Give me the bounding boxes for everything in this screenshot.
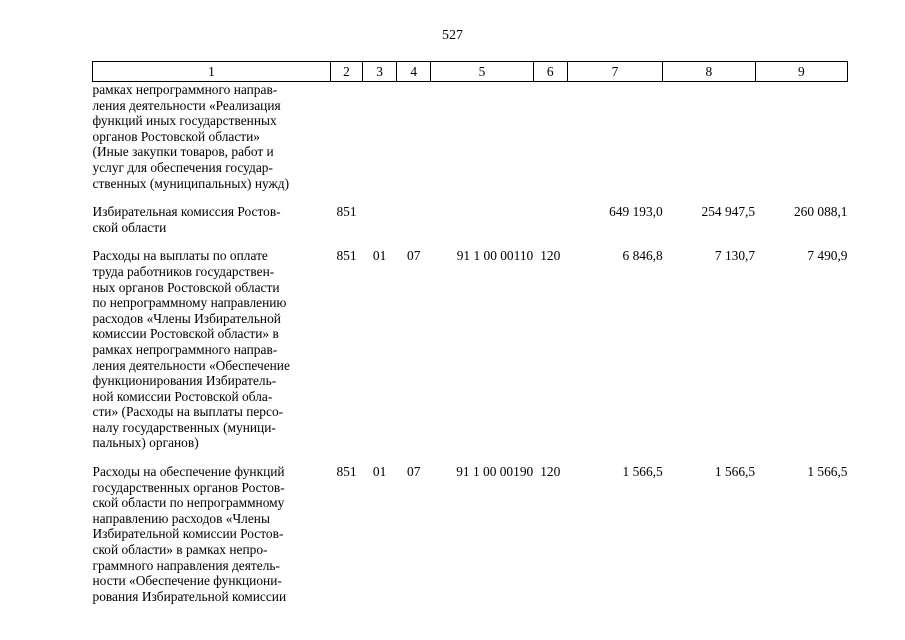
row-name-line: граммного направления деятель- <box>92 557 280 573</box>
row-name-line: комиссии Ростовской области» в <box>92 326 279 342</box>
section-code <box>363 191 397 235</box>
row-name-line: Избирательная комиссия Ростов- <box>92 204 281 220</box>
ministry-code <box>330 82 362 192</box>
row-name-line: рамках непрограммного направ- <box>92 82 278 97</box>
header-col-1: 1 <box>93 62 331 82</box>
amount-year-1: 1 566,5 <box>622 464 663 480</box>
subsection-code: 07 <box>407 248 421 264</box>
subsection-code <box>397 191 431 235</box>
row-name-line: ской области <box>92 219 167 235</box>
amount-year-1: 6 846,8 <box>622 248 663 264</box>
target-article <box>431 191 533 235</box>
row-name-line: ных органов Ростовской области <box>92 279 280 295</box>
ministry-code: 851 <box>336 464 357 480</box>
row-name-line: государственных органов Ростов- <box>92 479 285 495</box>
budget-table <box>92 61 848 604</box>
row-name-line: направлению расходов «Члены <box>92 510 270 526</box>
amount-year-1 <box>567 82 662 192</box>
page-number: 527 <box>442 28 463 43</box>
row-name-line: расходов «Члены Избирательной <box>92 310 281 326</box>
target-article <box>431 82 533 192</box>
ministry-code: 851 <box>336 248 357 264</box>
ministry-code: 851 <box>336 204 357 220</box>
row-name-line: ления деятельности «Обеспечение <box>92 357 290 373</box>
amount-year-3 <box>755 82 847 192</box>
amount-year-2: 254 947,5 <box>701 204 756 220</box>
amount-year-2: 1 566,5 <box>714 464 756 480</box>
amount-year-3: 7 490,9 <box>807 248 848 264</box>
row-name-line: функционирования Избиратель- <box>92 373 277 389</box>
expense-type <box>533 191 567 235</box>
row-name-line: ности «Обеспечение функциони- <box>92 573 282 589</box>
row-name-line: ской области» в рамках непро- <box>92 542 268 558</box>
row-name-line: рования Избирательной комиссии <box>92 588 287 604</box>
header-row <box>93 62 848 82</box>
subsection-code: 07 <box>407 464 421 480</box>
row-name-line: по непрограммному направлению <box>92 295 287 311</box>
table-row <box>93 82 848 192</box>
amount-year-3: 1 566,5 <box>807 464 848 480</box>
row-name-line: рамках непрограммного направ- <box>92 341 278 357</box>
expense-type: 120 <box>540 248 561 264</box>
section-code: 01 <box>372 464 387 480</box>
header-col-9: 9 <box>755 62 847 82</box>
row-name-line: ления деятельности «Реализация <box>92 97 281 113</box>
row-name-line: Избирательной комиссии Ростов- <box>92 526 284 542</box>
row-name-line: Расходы на выплаты по оплате <box>92 248 268 264</box>
amount-year-2: 7 130,7 <box>714 248 756 264</box>
row-name-line: услуг для обеспечения государ- <box>92 159 273 175</box>
row-name-line: налу государственных (муници- <box>92 419 276 435</box>
row-name-line: ской области по непрограммному <box>92 495 285 511</box>
table-row <box>93 235 848 451</box>
row-name <box>93 82 331 192</box>
amount-year-3: 260 088,1 <box>793 204 848 220</box>
header-col-4: 4 <box>397 62 431 82</box>
target-article: 91 1 00 00110 <box>456 248 534 264</box>
row-name-line: сти» (Расходы на выплаты персо- <box>92 404 284 420</box>
section-code <box>363 82 397 192</box>
expense-type: 120 <box>540 464 561 480</box>
header-col-6: 6 <box>533 62 567 82</box>
target-article: 91 1 00 00190 <box>456 464 534 480</box>
header-col-3: 3 <box>363 62 397 82</box>
amount-year-1: 649 193,0 <box>609 204 663 220</box>
row-name-line: органов Ростовской области» <box>92 128 260 144</box>
header-col-5: 5 <box>431 62 533 82</box>
subsection-code <box>397 82 431 192</box>
row-name <box>93 451 331 604</box>
header-col-8: 8 <box>663 62 755 82</box>
row-name-line: ственных (муниципальных) нужд) <box>92 175 290 191</box>
table-body <box>93 82 848 605</box>
expense-type <box>533 82 567 192</box>
table-row <box>93 191 848 235</box>
row-name-line: функций иных государственных <box>92 113 277 129</box>
row-name-line: ной комиссии Ростовской обла- <box>92 388 273 404</box>
row-name <box>93 191 331 235</box>
row-name-line: (Иные закупки товаров, работ и <box>92 144 274 160</box>
row-name-line: труда работников государствен- <box>92 263 275 279</box>
row-name-line: Расходы на обеспечение функций <box>92 464 285 480</box>
row-name-line: пальных) органов) <box>92 435 199 451</box>
amount-year-2 <box>663 82 755 192</box>
header-col-2: 2 <box>330 62 362 82</box>
table-row <box>93 451 848 604</box>
section-code: 01 <box>372 248 387 264</box>
header-col-7: 7 <box>567 62 662 82</box>
row-name <box>93 235 331 451</box>
